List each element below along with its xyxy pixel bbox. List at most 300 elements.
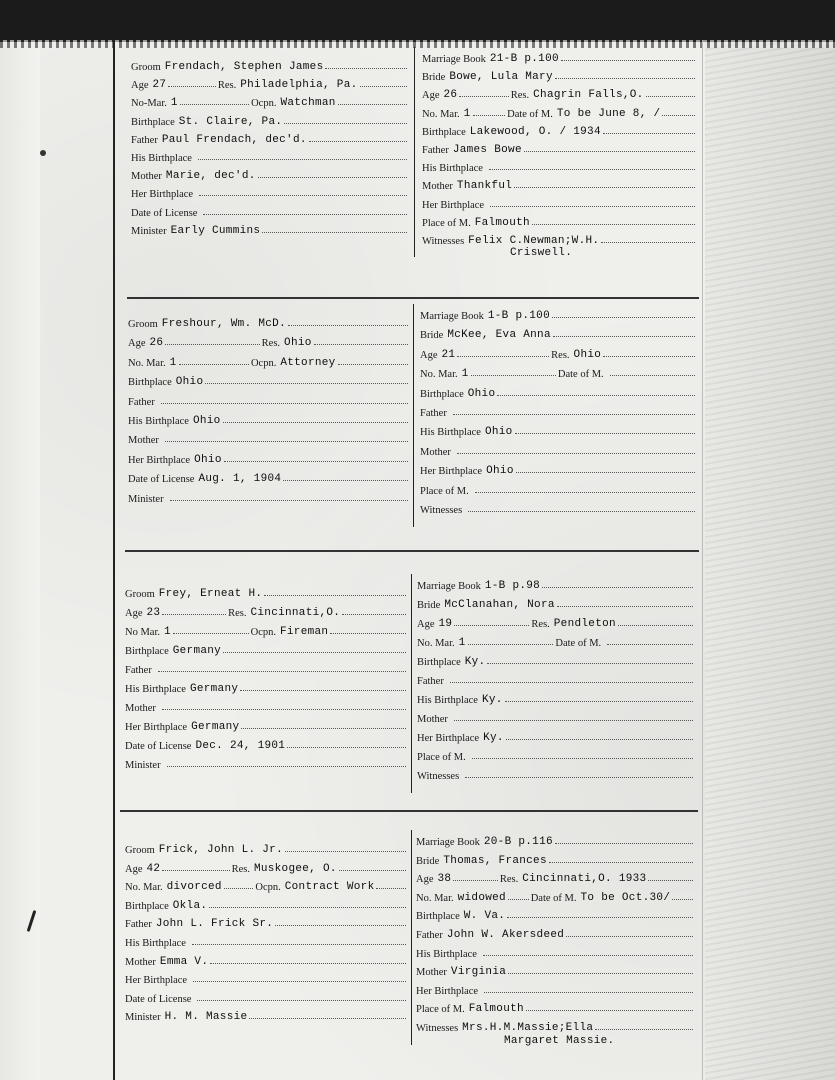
- field-label: Res.: [217, 80, 237, 92]
- groom-field-father: [125, 658, 408, 676]
- bride-field-age: [417, 612, 695, 630]
- dotted-rule: [258, 177, 407, 178]
- dotted-rule: [339, 870, 406, 871]
- groom-field-groom: [125, 582, 408, 600]
- dotted-rule: [223, 422, 408, 423]
- dotted-rule: [180, 104, 249, 105]
- groom-field-mother: [131, 164, 409, 182]
- field-value: 19: [438, 618, 453, 630]
- dotted-rule: [203, 214, 407, 215]
- field-label: Date of M.: [555, 638, 602, 649]
- field-label: No-Mar.: [131, 98, 167, 110]
- field-value: Ohio: [192, 415, 221, 427]
- field-value: Thankful: [456, 180, 513, 193]
- dotted-rule: [192, 944, 406, 945]
- dotted-rule: [284, 123, 407, 124]
- dotted-rule: [262, 232, 407, 233]
- field-label: Marriage Book: [417, 581, 481, 592]
- dotted-rule: [158, 671, 406, 672]
- right-rule: [702, 40, 703, 1080]
- dotted-rule: [240, 690, 406, 691]
- groom-field-her-birthplace: [125, 715, 408, 733]
- top-scan-edge: [0, 0, 835, 42]
- bride-field-marriage-book: [417, 574, 695, 592]
- field-label: Minister: [125, 760, 161, 771]
- bride-field-bride: [420, 323, 697, 341]
- groom-field-minister: [131, 219, 409, 237]
- bride-field-marriage-book: [416, 830, 695, 848]
- dotted-rule: [475, 492, 695, 493]
- field-label: Age: [125, 608, 143, 619]
- bride-field-his-birthplace: [416, 942, 695, 960]
- field-label: Res.: [551, 349, 570, 361]
- field-value: 26: [149, 337, 164, 350]
- dotted-rule: [193, 981, 406, 982]
- groom-field-his-birthplace: [131, 146, 409, 164]
- dotted-rule: [607, 644, 693, 645]
- field-value: Ohio: [284, 337, 312, 350]
- field-label: Father: [422, 145, 449, 156]
- field-label: Date of License: [125, 993, 192, 1005]
- field-value: Contract Work: [284, 881, 375, 894]
- field-label: No. Mar.: [125, 882, 163, 894]
- dotted-rule: [484, 992, 693, 993]
- field-value: 27: [152, 79, 167, 92]
- groom-field-no-mar: [131, 91, 409, 109]
- groom-field-mother: [128, 428, 410, 446]
- bride-field-father: [417, 669, 695, 687]
- dotted-rule: [468, 511, 695, 512]
- field-label: Res.: [510, 90, 530, 102]
- field-label: Mother: [417, 714, 448, 725]
- field-value: Cincinnati,O. 1933: [522, 873, 647, 886]
- groom-field-age: [131, 73, 409, 91]
- bride-field-her-birthplace: [420, 459, 697, 477]
- dotted-rule: [601, 242, 695, 243]
- dotted-rule: [330, 633, 406, 634]
- field-value: Frick, John L. Jr.: [158, 844, 283, 856]
- field-value: Lakewood, O. / 1934: [469, 125, 601, 138]
- bride-field-no-mar: [417, 631, 695, 649]
- field-value: Emma V.: [159, 955, 209, 968]
- field-label: Age: [416, 874, 434, 886]
- bride-field-mother: [417, 707, 695, 725]
- bride-field-marriage-book: [422, 47, 697, 65]
- dotted-rule: [167, 766, 406, 767]
- field-label: Ocpn.: [250, 627, 276, 638]
- column-divider: [414, 47, 415, 257]
- groom-field-father: [125, 912, 408, 930]
- groom-field-her-birthplace: [125, 968, 408, 986]
- groom-field-birthplace: [128, 370, 410, 388]
- dotted-rule: [507, 917, 693, 918]
- groom-field-her-birthplace: [131, 182, 409, 200]
- groom-field-his-birthplace: [125, 931, 408, 949]
- field-value: Ohio: [467, 387, 496, 400]
- field-value: Germany: [189, 683, 239, 695]
- witnesses-continuation: Margaret Massie.: [504, 1034, 615, 1047]
- column-divider: [411, 830, 412, 1045]
- groom-field-birthplace: [125, 894, 408, 912]
- dotted-rule: [450, 682, 693, 683]
- field-label: Date of License: [128, 474, 195, 486]
- field-label: Age: [417, 619, 435, 630]
- field-label: His Birthplace: [417, 695, 478, 706]
- groom-field-date-of-license: [125, 987, 408, 1005]
- field-value: Ohio: [175, 376, 204, 389]
- dotted-rule: [224, 461, 408, 462]
- dotted-rule: [542, 587, 693, 588]
- field-label: Ocpn.: [255, 882, 281, 894]
- dotted-rule: [283, 480, 408, 481]
- dotted-rule: [162, 870, 229, 871]
- bride-field-place-of-m: [417, 745, 695, 763]
- field-value: 20-B p.116: [483, 836, 553, 848]
- record-separator: [120, 810, 698, 812]
- dotted-rule: [473, 115, 506, 116]
- field-value: 1: [458, 637, 466, 649]
- field-value: Attorney: [280, 356, 336, 369]
- groom-field-minister: [125, 753, 408, 771]
- field-label: Res.: [228, 608, 247, 619]
- bride-field-age: [416, 867, 695, 885]
- field-value: 21: [441, 348, 456, 361]
- field-value: Ohio: [486, 465, 514, 478]
- field-value: Ky.: [483, 732, 504, 744]
- field-value: Virginia: [450, 966, 507, 979]
- field-label: His Birthplace: [416, 948, 477, 960]
- groom-field-birthplace: [131, 110, 409, 128]
- groom-field-date-of-license: [128, 467, 410, 485]
- field-label: Date of License: [131, 207, 198, 219]
- groom-field-father: [128, 390, 410, 408]
- field-value: John L. Frick Sr.: [155, 918, 274, 931]
- bride-field-no-mar: [422, 102, 697, 120]
- field-value: 1: [461, 368, 469, 381]
- field-label: Witnesses: [416, 1023, 459, 1034]
- dotted-rule: [561, 60, 695, 61]
- field-value: Philadelphia, Pa.: [240, 79, 358, 92]
- field-label: Place of M.: [422, 217, 471, 229]
- groom-field-birthplace: [125, 639, 408, 657]
- dotted-rule: [342, 614, 406, 615]
- witnesses-continuation: Criswell.: [510, 247, 573, 260]
- groom-field-no-mar: [125, 620, 408, 638]
- groom-field-groom: [125, 838, 408, 856]
- bride-field-his-birthplace: [420, 420, 697, 438]
- dotted-rule: [197, 1000, 406, 1001]
- bride-field-no-mar: [420, 362, 697, 380]
- bride-field-birthplace: [422, 120, 697, 138]
- dotted-rule: [471, 375, 556, 376]
- field-label: Age: [131, 80, 149, 92]
- field-value: 42: [146, 862, 161, 875]
- groom-field-mother: [125, 950, 408, 968]
- bride-field-witnesses: [420, 498, 697, 516]
- field-value: Watchman: [280, 97, 336, 110]
- column-divider: [411, 574, 412, 793]
- field-value: widowed: [457, 891, 506, 904]
- dotted-rule: [309, 141, 407, 142]
- field-label: No. Mar.: [416, 892, 454, 904]
- field-value: Frendach, Stephen James: [164, 61, 324, 73]
- field-label: Marriage Book: [420, 311, 484, 322]
- field-label: Minister: [131, 225, 167, 237]
- groom-field-age: [125, 857, 408, 875]
- field-label: Date of M.: [507, 108, 553, 120]
- dotted-rule: [603, 133, 695, 134]
- field-label: Date of License: [125, 741, 192, 752]
- dotted-rule: [338, 364, 408, 365]
- field-value: Thomas, Frances: [443, 854, 547, 867]
- dotted-rule: [168, 86, 216, 87]
- field-value: Dec. 24, 1901: [195, 740, 286, 752]
- bride-field-witnesses: [422, 229, 697, 247]
- dotted-rule: [662, 115, 695, 116]
- bride-field-birthplace: [416, 904, 695, 922]
- field-label: Birthplace: [125, 646, 169, 657]
- bride-field-birthplace: [420, 382, 697, 400]
- dotted-rule: [618, 625, 693, 626]
- field-value: Bowe, Lula Mary: [449, 71, 553, 84]
- field-label: No. Mar.: [128, 357, 166, 369]
- dotted-rule: [453, 414, 695, 415]
- field-label: Marriage Book: [422, 54, 486, 65]
- field-label: Father: [420, 408, 447, 419]
- field-value: Falmouth: [468, 1003, 524, 1016]
- field-value: John W. Akersdeed: [446, 929, 565, 941]
- field-label: Birthplace: [417, 657, 461, 668]
- dotted-rule: [549, 862, 693, 863]
- dotted-rule: [465, 777, 693, 778]
- field-label: Birthplace: [422, 126, 466, 138]
- dotted-rule: [224, 888, 254, 889]
- bride-field-age: [422, 83, 697, 101]
- field-label: Mother: [131, 171, 162, 183]
- dotted-rule: [557, 606, 693, 607]
- field-label: Birthplace: [131, 116, 175, 128]
- groom-field-his-birthplace: [125, 677, 408, 695]
- field-value: Paul Frendach, dec'd.: [161, 133, 307, 146]
- dotted-rule: [459, 96, 508, 97]
- field-value: Ky.: [481, 694, 503, 706]
- field-label: Groom: [131, 62, 161, 73]
- dotted-rule: [162, 709, 406, 710]
- field-label: Father: [416, 930, 443, 941]
- dotted-rule: [210, 963, 406, 964]
- dotted-rule: [648, 880, 693, 881]
- field-value: W. Va.: [463, 910, 506, 923]
- field-label: Date of M.: [557, 369, 604, 381]
- field-value: Falmouth: [474, 216, 530, 229]
- dotted-rule: [514, 187, 695, 188]
- record-separator: [127, 297, 699, 299]
- dotted-rule: [508, 973, 693, 974]
- field-value: Ohio: [484, 426, 513, 439]
- field-label: Ocpn.: [251, 98, 277, 110]
- column-divider: [413, 304, 414, 527]
- bride-field-place-of-m: [420, 479, 697, 497]
- field-label: Bride: [416, 855, 440, 867]
- bride-field-birthplace: [417, 650, 695, 668]
- dotted-rule: [487, 663, 693, 664]
- dotted-rule: [472, 758, 693, 759]
- dotted-rule: [516, 472, 695, 473]
- field-label: Her Birthplace: [416, 985, 479, 997]
- bride-field-father: [416, 923, 695, 941]
- dotted-rule: [223, 652, 406, 653]
- field-label: No Mar.: [125, 627, 160, 638]
- field-value: St. Claire, Pa.: [178, 115, 283, 128]
- field-label: Father: [125, 665, 152, 676]
- dotted-rule: [457, 356, 549, 357]
- dotted-rule: [170, 500, 408, 501]
- field-label: Mother: [416, 967, 447, 979]
- field-value: To be Oct.30/: [580, 891, 671, 904]
- bride-field-place-of-m: [416, 997, 695, 1015]
- field-label: Groom: [128, 319, 158, 330]
- groom-field-date-of-license: [125, 734, 408, 752]
- field-value: 1: [170, 97, 178, 110]
- field-label: Her Birthplace: [131, 189, 194, 201]
- dotted-rule: [165, 344, 259, 345]
- field-value: Germany: [172, 645, 222, 657]
- groom-field-date-of-license: [131, 201, 409, 219]
- field-label: Her Birthplace: [128, 454, 191, 466]
- field-label: No. Mar.: [417, 638, 455, 649]
- field-value: Chagrin Falls,O.: [533, 89, 644, 102]
- dotted-rule: [205, 383, 408, 384]
- field-label: Her Birthplace: [125, 722, 188, 733]
- record-separator: [125, 550, 699, 552]
- bride-field-his-birthplace: [422, 156, 697, 174]
- field-label: Age: [420, 349, 438, 361]
- groom-field-groom: [128, 312, 410, 330]
- field-value: Ky.: [464, 656, 486, 668]
- dotted-rule: [249, 1018, 406, 1019]
- field-value: Fireman: [279, 626, 329, 638]
- dotted-rule: [555, 843, 693, 844]
- field-label: Father: [128, 396, 155, 408]
- field-label: Father: [125, 919, 152, 931]
- field-label: His Birthplace: [128, 416, 189, 427]
- dotted-rule: [241, 728, 406, 729]
- field-label: Groom: [125, 845, 155, 856]
- dotted-rule: [553, 336, 695, 337]
- bride-field-her-birthplace: [422, 193, 697, 211]
- groom-field-age: [128, 331, 410, 349]
- dotted-rule: [672, 899, 693, 900]
- field-value: McClanahan, Nora: [444, 599, 555, 611]
- dotted-rule: [360, 86, 408, 87]
- field-value: Pendleton: [553, 618, 616, 630]
- dotted-rule: [454, 720, 693, 721]
- field-label: Birthplace: [420, 388, 464, 400]
- field-label: Place of M.: [420, 485, 469, 497]
- groom-field-groom: [131, 55, 409, 73]
- dotted-rule: [173, 633, 249, 634]
- field-label: Her Birthplace: [417, 733, 480, 744]
- field-label: Age: [125, 863, 143, 875]
- field-value: Freshour, Wm. McD.: [161, 318, 286, 330]
- field-label: Bride: [417, 600, 441, 611]
- field-value: Ohio: [194, 453, 222, 466]
- dotted-rule: [524, 151, 695, 152]
- field-value: Aug. 1, 1904: [198, 473, 282, 486]
- field-value: Mrs.H.M.Massie;Ella: [462, 1022, 594, 1034]
- bride-field-witnesses: [417, 764, 695, 782]
- bride-field-bride: [416, 849, 695, 867]
- dotted-rule: [264, 595, 406, 596]
- field-label: Date of M.: [530, 892, 577, 904]
- field-value: Felix C.Newman;W.H.: [468, 235, 600, 247]
- dotted-rule: [376, 888, 406, 889]
- field-label: Age: [128, 338, 146, 350]
- dotted-rule: [508, 899, 529, 900]
- scan-speck: [40, 150, 46, 156]
- field-value: 1: [169, 356, 177, 369]
- field-value: James Bowe: [452, 144, 522, 156]
- bride-field-mother: [422, 174, 697, 192]
- dotted-rule: [457, 453, 695, 454]
- dotted-rule: [314, 344, 408, 345]
- field-label: Place of M.: [416, 1004, 465, 1016]
- dotted-rule: [490, 206, 695, 207]
- field-value: Okla.: [172, 899, 208, 912]
- dotted-rule: [161, 403, 408, 404]
- field-label: His Birthplace: [422, 163, 483, 175]
- dotted-rule: [198, 159, 407, 160]
- field-label: Her Birthplace: [420, 466, 483, 478]
- bride-field-mother: [420, 440, 697, 458]
- field-value: 1: [463, 107, 471, 120]
- dotted-rule: [603, 356, 695, 357]
- groom-field-his-birthplace: [128, 409, 410, 427]
- field-value: Frey, Erneat H.: [158, 588, 263, 600]
- field-label: Minister: [125, 1012, 161, 1024]
- right-margin-scan-edge: [705, 0, 835, 1080]
- dotted-rule: [325, 68, 407, 69]
- bride-field-mother: [416, 960, 695, 978]
- field-label: Birthplace: [128, 377, 172, 389]
- dotted-rule: [646, 96, 695, 97]
- field-label: Bride: [420, 330, 444, 342]
- field-value: Muskogee, O.: [253, 862, 337, 875]
- field-label: Minister: [128, 493, 164, 505]
- dotted-rule: [454, 625, 529, 626]
- dotted-rule: [552, 317, 695, 318]
- groom-field-minister: [128, 487, 410, 505]
- field-label: Mother: [422, 181, 453, 193]
- field-label: Father: [131, 134, 158, 146]
- bride-field-father: [420, 401, 697, 419]
- dotted-rule: [526, 1010, 693, 1011]
- field-label: Witnesses: [420, 505, 463, 516]
- field-value: Ohio: [573, 348, 602, 361]
- field-label: Birthplace: [125, 900, 169, 912]
- field-label: Her Birthplace: [422, 199, 485, 211]
- dotted-rule: [338, 104, 407, 105]
- field-value: 1-B p.98: [484, 580, 541, 592]
- field-value: McKee, Eva Anna: [447, 329, 551, 342]
- field-label: Ocpn.: [250, 357, 277, 369]
- bride-field-father: [422, 138, 697, 156]
- field-label: Res.: [531, 619, 550, 630]
- field-value: 1: [164, 626, 171, 638]
- dotted-rule: [506, 739, 693, 740]
- field-label: His Birthplace: [420, 427, 481, 439]
- bride-field-his-birthplace: [417, 688, 695, 706]
